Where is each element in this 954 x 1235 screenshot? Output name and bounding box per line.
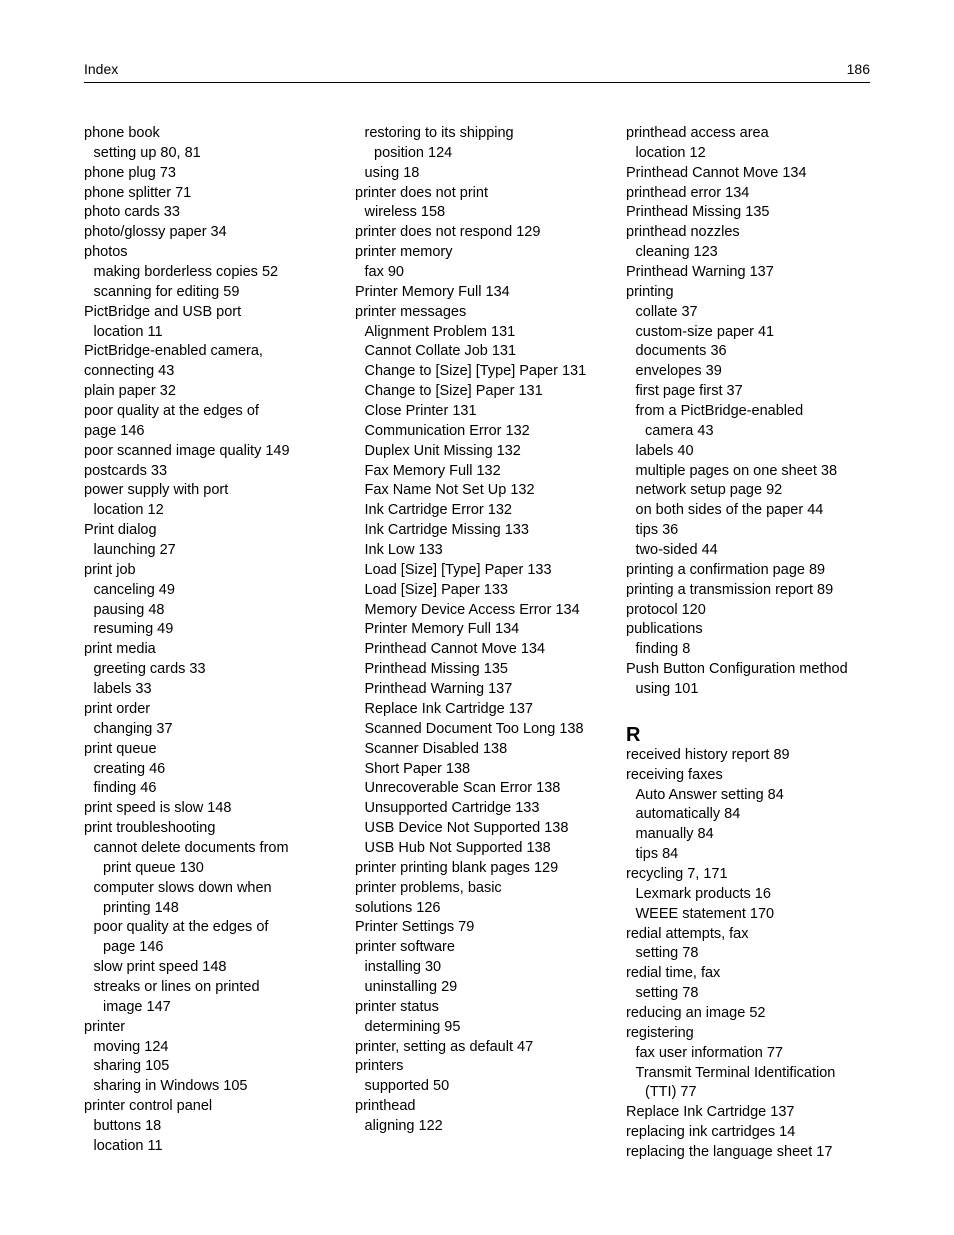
index-subentry: network setup page 92 bbox=[635, 482, 783, 499]
index-column-2 bbox=[355, 124, 617, 1137]
index-entry: photo cards 33 bbox=[84, 204, 180, 221]
index-subentry: finding 8 bbox=[635, 641, 691, 658]
index-subentry: page 146 bbox=[103, 939, 164, 956]
index-entry: phone plug 73 bbox=[84, 164, 176, 181]
section-gap bbox=[626, 700, 871, 726]
index-entry: printing a transmission report 89 bbox=[626, 581, 834, 598]
index-subentry: Scanned Document Too Long 138 bbox=[364, 720, 584, 737]
index-subentry: Ink Cartridge Error 132 bbox=[364, 502, 512, 519]
index-entry: replacing the language sheet 17 bbox=[626, 1143, 833, 1160]
index-subentry: buttons 18 bbox=[93, 1117, 162, 1134]
index-subentry: tips 84 bbox=[635, 846, 679, 863]
index-subentry: labels 33 bbox=[93, 681, 152, 698]
index-subentry: camera 43 bbox=[645, 422, 714, 439]
index-subentry: resuming 49 bbox=[93, 621, 174, 638]
index-subentry: fax user information 77 bbox=[635, 1044, 783, 1061]
index-subentry: aligning 122 bbox=[364, 1117, 443, 1134]
index-subentry: uninstalling 29 bbox=[364, 978, 458, 995]
index-entry: printer software bbox=[355, 939, 455, 956]
index-subentry: making borderless copies 52 bbox=[93, 264, 279, 281]
index-subentry: labels 40 bbox=[635, 442, 694, 459]
index-entry: printing a confirmation page 89 bbox=[626, 561, 826, 578]
index-subentry: moving 124 bbox=[93, 1038, 169, 1055]
index-entry: print queue bbox=[84, 740, 157, 757]
index-entry: receiving faxes bbox=[626, 766, 723, 783]
index-subentry: documents 36 bbox=[635, 343, 727, 360]
index-subentry: Short Paper 138 bbox=[364, 760, 471, 777]
index-subentry: USB Hub Not Supported 138 bbox=[364, 839, 551, 856]
index-subentry: Replace Ink Cartridge 137 bbox=[364, 700, 533, 717]
index-entry: replacing ink cartridges 14 bbox=[626, 1124, 796, 1141]
index-subentry: custom-size paper 41 bbox=[635, 323, 775, 340]
index-subentry: restoring to its shipping bbox=[364, 125, 514, 141]
index-subentry: wireless 158 bbox=[364, 204, 446, 221]
index-subentry: setting 78 bbox=[635, 985, 699, 1002]
index-subentry: sharing 105 bbox=[93, 1058, 170, 1075]
index-column-1 bbox=[84, 124, 346, 1157]
index-entry: solutions 126 bbox=[355, 899, 441, 916]
index-subentry: Unrecoverable Scan Error 138 bbox=[364, 780, 561, 797]
section-letter: R bbox=[626, 723, 641, 746]
index-entry: Print dialog bbox=[84, 522, 157, 539]
index-subentry: streaks or lines on printed bbox=[93, 978, 260, 995]
index-entry: printer problems, basic bbox=[355, 879, 502, 896]
index-entry: Replace Ink Cartridge 137 bbox=[626, 1104, 795, 1121]
index-entry: print speed is slow 148 bbox=[84, 800, 232, 817]
index-entry: printer control panel bbox=[84, 1098, 213, 1115]
index-subentry: canceling 49 bbox=[93, 581, 175, 598]
index-subentry: Lexmark products 16 bbox=[635, 885, 771, 902]
index-entry: plain paper 32 bbox=[84, 383, 176, 400]
index-entry: Printhead Cannot Move 134 bbox=[626, 164, 807, 181]
index-entry: PictBridge-enabled camera, bbox=[84, 343, 263, 360]
index-entry: PictBridge and USB port bbox=[84, 303, 242, 320]
index-subentry: (TTI) 77 bbox=[645, 1084, 697, 1101]
index-entry: redial time, fax bbox=[626, 965, 721, 982]
index-subentry: print queue 130 bbox=[103, 859, 204, 876]
index-column-3 bbox=[626, 124, 871, 1163]
index-subentry: Printhead Warning 137 bbox=[364, 681, 513, 698]
index-subentry: position 124 bbox=[374, 144, 453, 161]
index-subentry: from a PictBridge-enabled bbox=[635, 403, 804, 420]
index-subentry: supported 50 bbox=[364, 1078, 450, 1095]
index-subentry: sharing in Windows 105 bbox=[93, 1078, 248, 1095]
index-subentry: Close Printer 131 bbox=[364, 403, 477, 420]
index-subentry: Scanner Disabled 138 bbox=[364, 740, 508, 757]
index-entry: photos bbox=[84, 244, 128, 261]
index-entry: poor quality at the edges of bbox=[84, 403, 259, 420]
index-subentry: location 11 bbox=[93, 323, 163, 340]
index-entry: Push Button Configuration method bbox=[626, 661, 848, 678]
index-entry: printhead access area bbox=[626, 125, 769, 141]
index-subentry: Change to [Size] Paper 131 bbox=[364, 383, 543, 400]
index-subentry: first page first 37 bbox=[635, 383, 743, 400]
index-entry: redial attempts, fax bbox=[626, 925, 749, 942]
index-subentry: cannot delete documents from bbox=[93, 839, 289, 856]
index-subentry: envelopes 39 bbox=[635, 363, 722, 380]
index-subentry: Load [Size] Paper 133 bbox=[364, 581, 508, 598]
index-subentry: finding 46 bbox=[93, 780, 157, 797]
index-subentry: Ink Cartridge Missing 133 bbox=[364, 522, 529, 539]
index-subentry: Unsupported Cartridge 133 bbox=[364, 800, 540, 817]
index-entry: printers bbox=[355, 1058, 404, 1075]
index-entry: publications bbox=[626, 621, 703, 638]
index-entry: Printer Settings 79 bbox=[355, 919, 475, 936]
index-subentry: determining 95 bbox=[364, 1018, 461, 1035]
index-entry: connecting 43 bbox=[84, 363, 175, 380]
index-subentry: two-sided 44 bbox=[635, 542, 718, 559]
index-subentry: Communication Error 132 bbox=[364, 422, 530, 439]
index-subentry: Printer Memory Full 134 bbox=[364, 621, 520, 638]
index-subentry: changing 37 bbox=[93, 720, 173, 737]
index-subentry: WEEE statement 170 bbox=[635, 905, 775, 922]
index-entry: postcards 33 bbox=[84, 462, 168, 479]
index-entry: printer does not print bbox=[355, 184, 488, 201]
index-subentry: Duplex Unit Missing 132 bbox=[364, 442, 521, 459]
index-entry: printer does not respond 129 bbox=[355, 224, 541, 241]
index-entry: print order bbox=[84, 700, 151, 717]
page-header bbox=[84, 58, 870, 83]
index-subentry: Cannot Collate Job 131 bbox=[364, 343, 517, 360]
index-entry: printer printing blank pages 129 bbox=[355, 859, 559, 876]
index-subentry: scanning for editing 59 bbox=[93, 283, 240, 300]
index-subentry: greeting cards 33 bbox=[93, 661, 206, 678]
index-subentry: Alignment Problem 131 bbox=[364, 323, 516, 340]
index-subentry: tips 36 bbox=[635, 522, 679, 539]
index-subentry: launching 27 bbox=[93, 542, 176, 559]
index-subentry: Change to [Size] [Type] Paper 131 bbox=[364, 363, 587, 380]
index-subentry: Printhead Missing 135 bbox=[364, 661, 508, 678]
index-entry: phone splitter 71 bbox=[84, 184, 192, 201]
index-subentry: setting up 80, 81 bbox=[93, 144, 201, 161]
index-subentry: Auto Answer setting 84 bbox=[635, 786, 784, 803]
index-subentry: pausing 48 bbox=[93, 601, 165, 618]
index-subentry: Fax Memory Full 132 bbox=[364, 462, 501, 479]
index-subentry: Load [Size] [Type] Paper 133 bbox=[364, 561, 552, 578]
index-subentry: computer slows down when bbox=[93, 879, 272, 896]
header-title: Index bbox=[84, 61, 119, 77]
index-entry: poor scanned image quality 149 bbox=[84, 442, 290, 459]
index-entry: printhead bbox=[355, 1098, 416, 1115]
index-entry: printer status bbox=[355, 998, 439, 1015]
index-subentry: printing 148 bbox=[103, 899, 179, 916]
index-subentry: manually 84 bbox=[635, 826, 714, 843]
index-entry: printer memory bbox=[355, 244, 453, 261]
index-subentry: creating 46 bbox=[93, 760, 166, 777]
index-subentry: Printhead Cannot Move 134 bbox=[364, 641, 546, 658]
index-subentry: multiple pages on one sheet 38 bbox=[635, 462, 838, 479]
index-entry: phone book bbox=[84, 125, 160, 141]
index-entry: printhead nozzles bbox=[626, 224, 740, 241]
index-subentry: using 18 bbox=[364, 164, 420, 181]
index-subentry: using 101 bbox=[635, 681, 699, 698]
index-subentry: poor quality at the edges of bbox=[93, 919, 269, 936]
index-entry: page 146 bbox=[84, 422, 145, 439]
index-subentry: setting 78 bbox=[635, 945, 699, 962]
index-subentry: slow print speed 148 bbox=[93, 959, 227, 976]
index-entry: Printer Memory Full 134 bbox=[355, 283, 510, 300]
index-entry: power supply with port bbox=[84, 482, 229, 499]
index-subentry: Transmit Terminal Identification bbox=[635, 1064, 836, 1081]
index-entry: photo/glossy paper 34 bbox=[84, 224, 227, 241]
index-entry: recycling 7, 171 bbox=[626, 865, 728, 882]
index-subentry: USB Device Not Supported 138 bbox=[364, 820, 569, 837]
index-subentry: Ink Low 133 bbox=[364, 542, 443, 559]
page-number: 186 bbox=[846, 61, 870, 77]
index-subentry: image 147 bbox=[103, 998, 171, 1015]
index-entry: Printhead Missing 135 bbox=[626, 204, 770, 221]
index-subentry: fax 90 bbox=[364, 264, 404, 281]
index-subentry: installing 30 bbox=[364, 959, 442, 976]
index-entry: printhead error 134 bbox=[626, 184, 750, 201]
index-entry: print media bbox=[84, 641, 156, 658]
index-subentry: collate 37 bbox=[635, 303, 698, 320]
index-entry: reducing an image 52 bbox=[626, 1004, 766, 1021]
index-entry: protocol 120 bbox=[626, 601, 706, 618]
index-subentry: location 12 bbox=[93, 502, 164, 519]
index-entry: printing bbox=[626, 283, 674, 300]
index-entry: print job bbox=[84, 561, 136, 578]
index-entry: print troubleshooting bbox=[84, 820, 216, 837]
index-entry: printer, setting as default 47 bbox=[355, 1038, 534, 1055]
index-entry: registering bbox=[626, 1024, 694, 1041]
index-subentry: Memory Device Access Error 134 bbox=[364, 601, 580, 618]
index-subentry: location 12 bbox=[635, 144, 706, 161]
index-entry: printer messages bbox=[355, 303, 467, 320]
index-subentry: Fax Name Not Set Up 132 bbox=[364, 482, 535, 499]
index-entry: printer bbox=[84, 1018, 126, 1035]
index-subentry: automatically 84 bbox=[635, 806, 741, 823]
index-entry: Printhead Warning 137 bbox=[626, 264, 774, 281]
index-subentry: location 11 bbox=[93, 1137, 163, 1154]
index-subentry: on both sides of the paper 44 bbox=[635, 502, 824, 519]
index-entry: received history report 89 bbox=[626, 746, 790, 763]
index-subentry: cleaning 123 bbox=[635, 244, 718, 261]
